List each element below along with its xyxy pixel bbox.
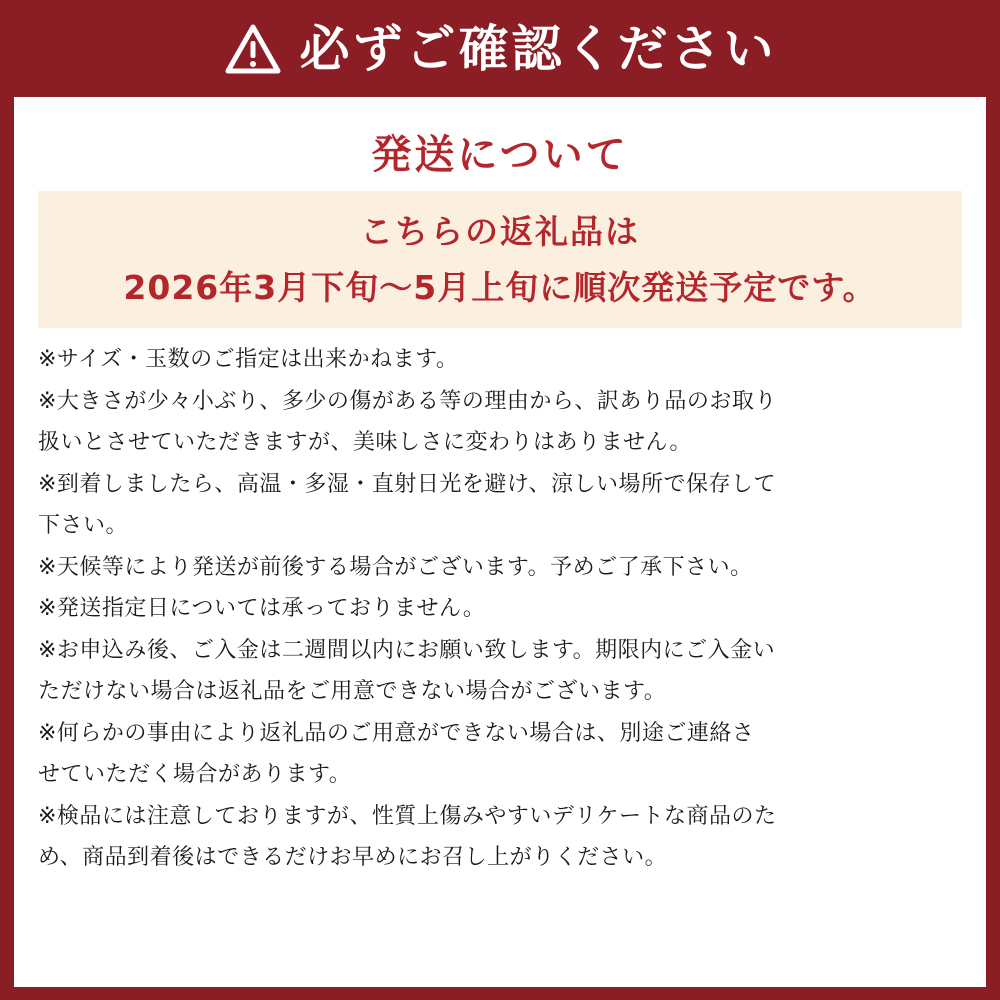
note-line: ※天候等により発送が前後する場合がございます。予めご了承下さい。: [38, 554, 753, 580]
note-line: ※発送指定日については承っておりません。: [38, 596, 486, 621]
note-line: ※サイズ・玉数のご指定は出来かねます。: [38, 347, 459, 372]
note-line: ただけない場合は返礼品をご用意できない場合がございます。: [38, 679, 667, 704]
content-panel: [14, 97, 986, 987]
note-line: せていただく場合があります。: [38, 762, 352, 787]
note-line: 扱いとさせていただきますが、美味しさに変わりはありません。: [38, 430, 692, 455]
notes-list: [38, 339, 968, 879]
header-title: 必ずご確認ください: [299, 19, 777, 78]
shipping-notice-box: [38, 191, 962, 328]
header-banner: [0, 0, 1000, 97]
note-line: ※大きさが少々小ぶり、多少の傷がある等の理由から、訳あり品のお取り: [38, 388, 777, 414]
note-line: ※検品には注意しておりますが、性質上傷みやすいデリケートな商品のた: [38, 803, 777, 829]
notice-line-1: こちらの返礼品は: [360, 211, 640, 251]
note-line: ※何らかの事由により返礼品のご用意ができない場合は、別途ご連絡さ: [38, 720, 755, 746]
notice-line-2: 2026年3月下旬～5月上旬に順次発送予定です。: [123, 267, 877, 307]
note-line: め、商品到着後はできるだけお早めにお召し上がりください。: [38, 845, 668, 870]
note-line: ※お申込み後、ご入金は二週間以内にお願い致します。期限内にご入金い: [38, 637, 776, 663]
warning-icon: [224, 23, 282, 75]
section-title: 発送について: [371, 132, 629, 178]
note-line: ※到着しましたら、高温・多湿・直射日光を避け、涼しい場所で保存して: [38, 471, 777, 497]
note-line: 下さい。: [38, 513, 129, 538]
